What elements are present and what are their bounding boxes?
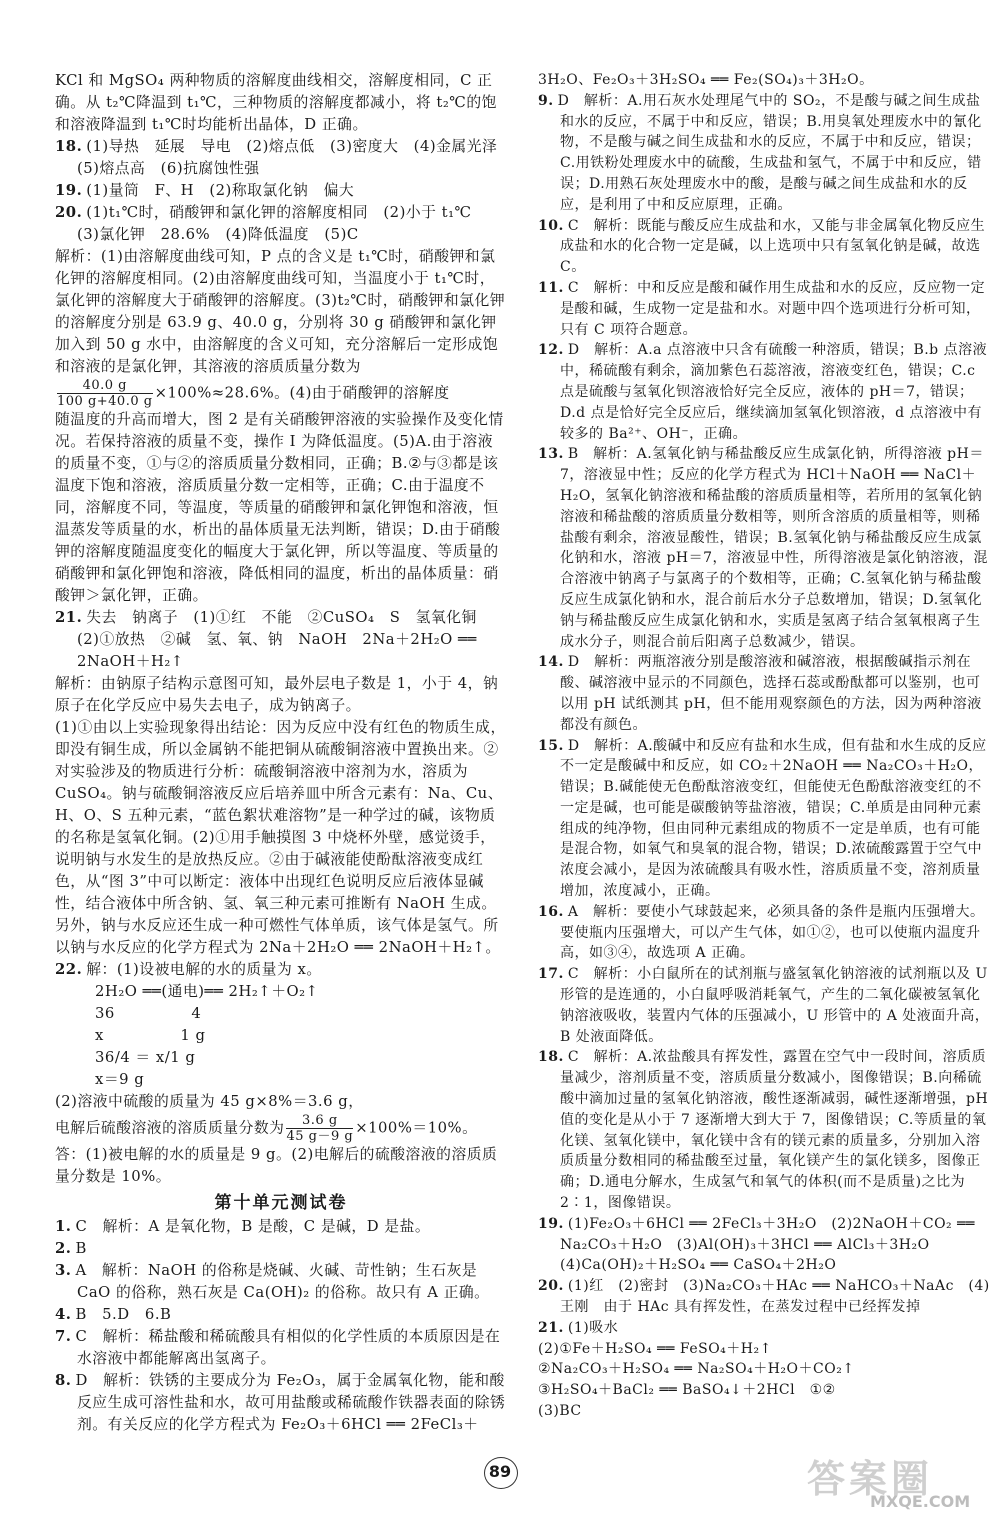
answer-item <box>55 1326 507 1370</box>
paragraph: 随温度的升高而增大，图 2 是有关硝酸钾溶液的实验操作及变化情况。若保持溶液的质量不变，操作 Ⅰ 为降低温度。(5)A.由于溶液的质量不变，①与②的溶质质量分数相同，正确；B.②与③都是该温度下饱和溶液，溶质质量分数一定相等，正确；C.由于温度不同，溶解度不同，等温度，等质量的硝酸钾和氯化钾饱和溶液，恒温蒸发等质量的水，析出的晶体质量无法判断，错误；D.由于硝酸钾的溶解度随温度变化的幅度大于氯化钾，所以等温度、等质量的硝酸钾和氯化钾饱和溶液，降低相同的温度，析出的晶体质量：硝酸钾＞氯化钾，正确。 <box>55 411 504 604</box>
left-column <box>55 70 513 1436</box>
answer-item <box>538 736 993 902</box>
answer-item <box>538 652 993 735</box>
answer-item <box>55 1370 507 1436</box>
paragraph: 3H₂O、Fe₂O₃＋3H₂SO₄ ══ Fe₂(SO₄)₃＋3H₂O。 <box>538 72 874 88</box>
equation-line: 36 4 <box>95 1005 202 1022</box>
item-number: 11. <box>538 279 564 296</box>
equation-line: x＝9 g <box>95 1071 145 1088</box>
equation-line: x 1 g <box>95 1027 206 1044</box>
answer-item <box>55 136 513 180</box>
paragraph: ②Na₂CO₃＋H₂SO₄ ══ Na₂SO₄＋H₂O＋CO₂↑ <box>538 1361 855 1378</box>
item-text: (1)红 (2)密封 (3)Na₂CO₃＋HAc ══ NaHCO₃＋NaAc (4)王刚 由于 HAc 具有挥发性，在蒸发过程中已经挥发掉 <box>560 1278 990 1316</box>
fraction <box>286 1113 353 1144</box>
answer-item <box>538 1318 993 1339</box>
item-text: C 解析：A.浓盐酸具有挥发性，露置在空气中一段时间，溶质质量减少，溶剂质量不变，溶质质量分数减小，图像错误；B.向稀硫酸中滴加过量的氢氧化钠溶液，酸性逐渐减弱，碱性逐渐增强，pH 值的变化是从小于 7 逐渐增大到大于 7，图像错误；C.等质量的氧化镁、氢氧化镁中，氧化镁中含有的镁元素的质量多，分别加入溶质质量分数相同的稀盐酸至过量，氧化镁产生的氯化镁多，图像正确；D.通电分解水，生成氢气和氧气的体积(而不是质量)之比为 2∶1，图像错误。 <box>560 1049 989 1212</box>
fraction-line <box>55 1113 507 1144</box>
answer-item <box>55 1216 507 1238</box>
answer-item <box>538 1047 993 1213</box>
paragraph: (2)溶液中硫酸的质量为 45 g×8%＝3.6 g， <box>55 1093 364 1110</box>
page-number-text: 89 <box>488 1462 512 1481</box>
item-number: 22. <box>55 961 83 978</box>
item-number: 12. <box>538 342 564 359</box>
page-number <box>478 1455 522 1489</box>
equation-line: 2H₂O ══(通电)══ 2H₂↑＋O₂↑ <box>95 983 319 1000</box>
paragraph: (2)①Fe＋H₂SO₄ ══ FeSO₄＋H₂↑ <box>538 1340 772 1357</box>
denominator: 100 g+40.0 g <box>57 394 153 409</box>
item-number: 17. <box>538 966 564 983</box>
item-text: A 解析：要使小气球鼓起来，必须具备的条件是瓶内压强增大。要使瓶内压强增大，可以产生气体，如①②，也可以使瓶内温度升高，如③④，故选项 A 正确。 <box>560 903 985 962</box>
item-text: (1)吸水 <box>567 1319 619 1336</box>
answer-item <box>55 1304 507 1326</box>
fraction-line <box>55 378 507 409</box>
item-number: 1. <box>55 1218 72 1235</box>
item-number: 16. <box>538 903 564 920</box>
item-number: 10. <box>538 217 564 234</box>
item-text: (1)量筒 F、H (2)称取氯化钠 偏大 <box>86 182 355 199</box>
paragraph: 解析：(1)由溶解度曲线可知，P 点的含义是 t₁℃时，硝酸钾和氯化钾的溶解度相同。(2)由溶解度曲线可知，当温度小于 t₁℃时，氯化钾的溶解度大于硝酸钾的溶解度。(3)t₂℃时，硝酸钾和氯化钾的溶解度分别是 63.9 g、40.0 g，分别将 30 g 硝酸钾和氯化钾加入到 50 g 水中，由溶解度的含义可知，充分溶解后一定形成饱和溶液的是氯化钾，其溶液的溶质质量分数为 <box>55 248 506 375</box>
answer-item <box>538 216 993 278</box>
answer-item <box>55 1260 507 1304</box>
right-column <box>538 70 993 1422</box>
answer-item <box>538 964 993 1047</box>
fraction-lead: 电解后硫酸溶液的溶质质量分数为 <box>55 1119 285 1137</box>
item-text: D 解析：A.用石灰水处理尾气中的 SO₂，不是酸与碱之间生成盐和水的反应，不属于中和反应，错误；B.用臭氧处理废水中的氰化物，不是酸与碱之间生成盐和水的反应，不属于中和反应，错误；C.用铁粉处理废水中的硫酸，生成盐和氢气，不属于中和反应，错误；D.用熟石灰处理废水中的酸，是酸与碱之间生成盐和水的反应，是利用了中和反应原理，正确。 <box>557 92 982 213</box>
answer-item <box>55 202 507 246</box>
item-text: 解：(1)设被电解的水的质量为 x。 <box>86 961 322 978</box>
section-title: 第十单元测试卷 <box>214 1193 348 1213</box>
item-text: (1)Fe₂O₃＋6HCl ══ 2FeCl₃＋3H₂O (2)2NaOH＋CO₂ ══ Na₂CO₃＋H₂O (3)Al(OH)₃＋3HCl ══ AlCl₃＋3H₂O (4)Ca(OH)₂＋H₂SO₄ ══ CaSO₄＋2H₂O <box>560 1215 975 1274</box>
item-text: D 解析：两瓶溶液分别是酸溶液和碱溶液，根据酸碱指示剂在酸、碱溶液中显示的不同颜色，选择石蕊或酚酞都可以鉴别，也可以用 pH 试纸测其 pH，但不能用观察颜色的方法，因为两种溶液都没有颜色。 <box>560 654 982 733</box>
paragraph: 解析：由钠原子结构示意图可知，最外层电子数是 1，小于 4，钠原子在化学反应中易失去电子，成为钠离子。 <box>55 675 499 714</box>
answer-item <box>538 444 993 652</box>
answer-item <box>55 1238 507 1260</box>
answer-item <box>538 91 993 216</box>
answer-item <box>538 340 993 444</box>
item-number: 18. <box>538 1049 564 1066</box>
item-number: 21. <box>55 609 83 626</box>
answer-item <box>55 180 507 202</box>
item-number: 20. <box>538 1278 564 1295</box>
item-number: 8. <box>55 1372 72 1389</box>
numerator: 40.0 g <box>57 378 153 394</box>
item-text: C 解析：小白鼠所在的试剂瓶与盛氢氧化钠溶液的试剂瓶以及 U 形管的是连通的，小白鼠呼吸消耗氧气，产生的二氧化碳被氢氧化钠溶液吸收，装置内气体的压强减小，U 形管中的 A 处液面升高，B 处液面降低。 <box>560 966 990 1045</box>
item-text: C 解析：A 是氧化物，B 是酸，C 是碱，D 是盐。 <box>75 1218 431 1235</box>
answer-item <box>55 959 507 981</box>
item-text: 失去 钠离子 (1)①红 不能 ②CuSO₄ S 氢氧化铜 (2)①放热 ②碱 氢、氧、钠 NaOH 2Na＋2H₂O ══ 2NaOH＋H₂↑ <box>77 609 493 670</box>
item-number: 18. <box>55 138 83 155</box>
item-number: 13. <box>538 446 564 463</box>
item-number: 9. <box>538 92 554 109</box>
item-number: 21. <box>538 1319 564 1336</box>
watermark-url: MXQE.COM <box>870 1492 971 1511</box>
watermark-logo: 答案圈 <box>807 1457 934 1501</box>
item-text: D 解析：铁锈的主要成分为 Fe₂O₃，属于金属氧化物，能和酸反应生成可溶性盐和水，故可用盐酸或稀硫酸作铁器表面的除锈剂。有关反应的化学方程式为 Fe₂O₃＋6HCl ══ 2FeCl₃＋ <box>75 1372 506 1433</box>
item-text: A 解析：NaOH 的俗称是烧碱、火碱、苛性钠；生石灰是 CaO 的俗称，熟石灰是 Ca(OH)₂ 的俗称。故只有 A 正确。 <box>75 1262 490 1301</box>
item-text: C 解析：中和反应是酸和碱作用生成盐和水的反应，反应物一定是酸和碱，生成物一定是盐和水。对题中四个选项进行分析可知，只有 C 项符合题意。 <box>560 279 986 338</box>
paragraph: KCl 和 MgSO₄ 两种物质的溶解度曲线相交，溶解度相同，C 正确。从 t₂℃降温到 t₁℃，三种物质的溶解度都减小，将 t₂℃的饱和溶液降温到 t₁℃时均能析出晶体，D 正确。 <box>55 72 497 133</box>
paragraph: ③H₂SO₄＋BaCl₂ ══ BaSO₄↓＋2HCl ①② <box>538 1382 836 1399</box>
item-text: C 解析：既能与酸反应生成盐和水，又能与非金属氧化物反应生成盐和水的化合物一定是碱，以上选项中只有氢氧化钠是碱，故选 C。 <box>560 217 986 276</box>
item-number: 3. <box>55 1262 72 1279</box>
answer-item <box>55 607 507 673</box>
equation-line: 36/4 ＝ x/1 g <box>95 1049 196 1066</box>
item-number: 19. <box>538 1215 564 1232</box>
item-number: 4. <box>55 1306 72 1323</box>
item-text: (1)t₁℃时，硝酸钾和氯化钾的溶解度相同 (2)小于 t₁℃ (3)氯化钾 28.6% (4)降低温度 (5)C <box>77 204 487 243</box>
answer-item <box>538 1214 993 1276</box>
item-number: 19. <box>55 182 83 199</box>
item-number: 2. <box>55 1240 72 1257</box>
item-text: B 解析：A.氢氧化钠与稀盐酸反应生成氯化钠，所得溶液 pH＝7，溶液显中性；反应的化学方程式为 HCl＋NaOH ══ NaCl＋H₂O，氢氧化钠溶液和稀盐酸的溶质质量相等，若所用的氢氧化钠溶液和稀盐酸的溶质质量分数相等，则所含溶质的质量相等，则稀盐酸有剩余，溶液显酸性，错误；B.氢氧化钠与稀盐酸反应生成氯化钠和水，溶液 pH＝7，溶液显中性，所得溶液是氯化钠溶液，混合溶液中钠离子与氯离子的个数相等，正确；C.氢氧化钠与稀盐酸反应生成氯化钠和水，混合前后水分子总数增加，错误；D.氢氧化钠与稀盐酸反应生成氯化钠和水，实质是氢离子结合氢氧根离子生成水分子，则混合前后阳离子总数减少，错误。 <box>560 446 989 650</box>
item-text: D 解析：A.酸碱中和反应有盐和水生成，但有盐和水生成的反应不一定是酸碱中和反应，如 CO₂＋2NaOH ══ Na₂CO₃＋H₂O，错误；B.碱能使无色酚酞溶液变红，但能使无色酚酞溶液变红的不一定是碱，也可能是碳酸钠等盐溶液，错误；C.单质是由同种元素组成的纯净物，但由同种元素组成的物质不一定是单质，也有可能是混合物，如氧气和臭氧的混合物，错误；D.浓硫酸露置于空气中浓度会减小，是因为浓硫酸具有吸水性，溶质质量不变，溶剂质量增加，浓度减小，正确。 <box>560 737 987 900</box>
item-number: 7. <box>55 1328 72 1345</box>
paragraph: (3)BC <box>538 1403 582 1419</box>
fraction <box>57 378 153 409</box>
answer-item <box>538 278 993 340</box>
fraction-tail: ×100%≈28.6%。(4)由于硝酸钾的溶解度 <box>154 384 450 402</box>
item-number: 15. <box>538 737 564 754</box>
paragraph: (1)①由以上实验现象得出结论：因为反应中没有红色的物质生成，即没有铜生成，所以金属钠不能把铜从硫酸铜溶液中置换出来。②对实验涉及的物质进行分析：硫酸铜溶液中溶剂为水，溶质为 CuSO₄。钠与硫酸铜溶液反应后培养皿中所含元素有：Na、Cu、H、O、S 五种元素，“蓝色絮状难溶物”是一种学过的碱，该物质的名称是氢氧化铜。(2)①用手触摸图 3 中烧杯外壁，感觉烫手，说明钠与水发生的是放热反应。②由于碱液能使酚酞溶液变成红色，从“图 3”中可以断定：液体中出现红色说明反应后液体显碱性，结合液体中所含钠、氢、氧三种元素可推断有 NaOH 生成。另外，钠与水反应还生成一种可燃性气体单质，该气体是氢气。所以钠与水反应的化学方程式为 2Na＋2H₂O ══ 2NaOH＋H₂↑。 <box>55 719 506 956</box>
item-text: (1)导热 延展 导电 (2)熔点低 (3)密度大 (4)金属光泽 (5)熔点高 (6)抗腐蚀性强 <box>77 138 513 177</box>
item-text: B 5.D 6.B <box>75 1306 172 1323</box>
item-number: 20. <box>55 204 83 221</box>
answer-item <box>538 902 993 964</box>
numerator: 3.6 g <box>286 1113 353 1129</box>
denominator: 45 g－9 g <box>286 1129 354 1144</box>
item-text: C 解析：稀盐酸和稀硫酸具有相似的化学性质的本质原因是在水溶液中都能解离出氢离子。 <box>75 1328 501 1367</box>
fraction-tail: ×100%＝10%。 <box>355 1119 478 1137</box>
item-text: D 解析：A.a 点溶液中只含有硫酸一种溶质，错误；B.b 点溶液中，稀硫酸有剩余，滴加紫色石蕊溶液，溶液变红色，错误；C.c 点是硫酸与氢氧化钡溶液恰好完全反应，液体的 pH＝7，错误；D.d 点是恰好完全反应后，继续滴加氢氧化钡溶液，d 点溶液中有较多的 Ba²⁺、OH⁻，正确。 <box>560 342 988 442</box>
item-text: B <box>75 1240 87 1257</box>
paragraph: 答：(1)被电解的水的质量是 9 g。(2)电解后的硫酸溶液的溶质质量分数是 10%。 <box>55 1146 498 1185</box>
item-number: 14. <box>538 654 564 671</box>
answer-item <box>538 1276 993 1318</box>
